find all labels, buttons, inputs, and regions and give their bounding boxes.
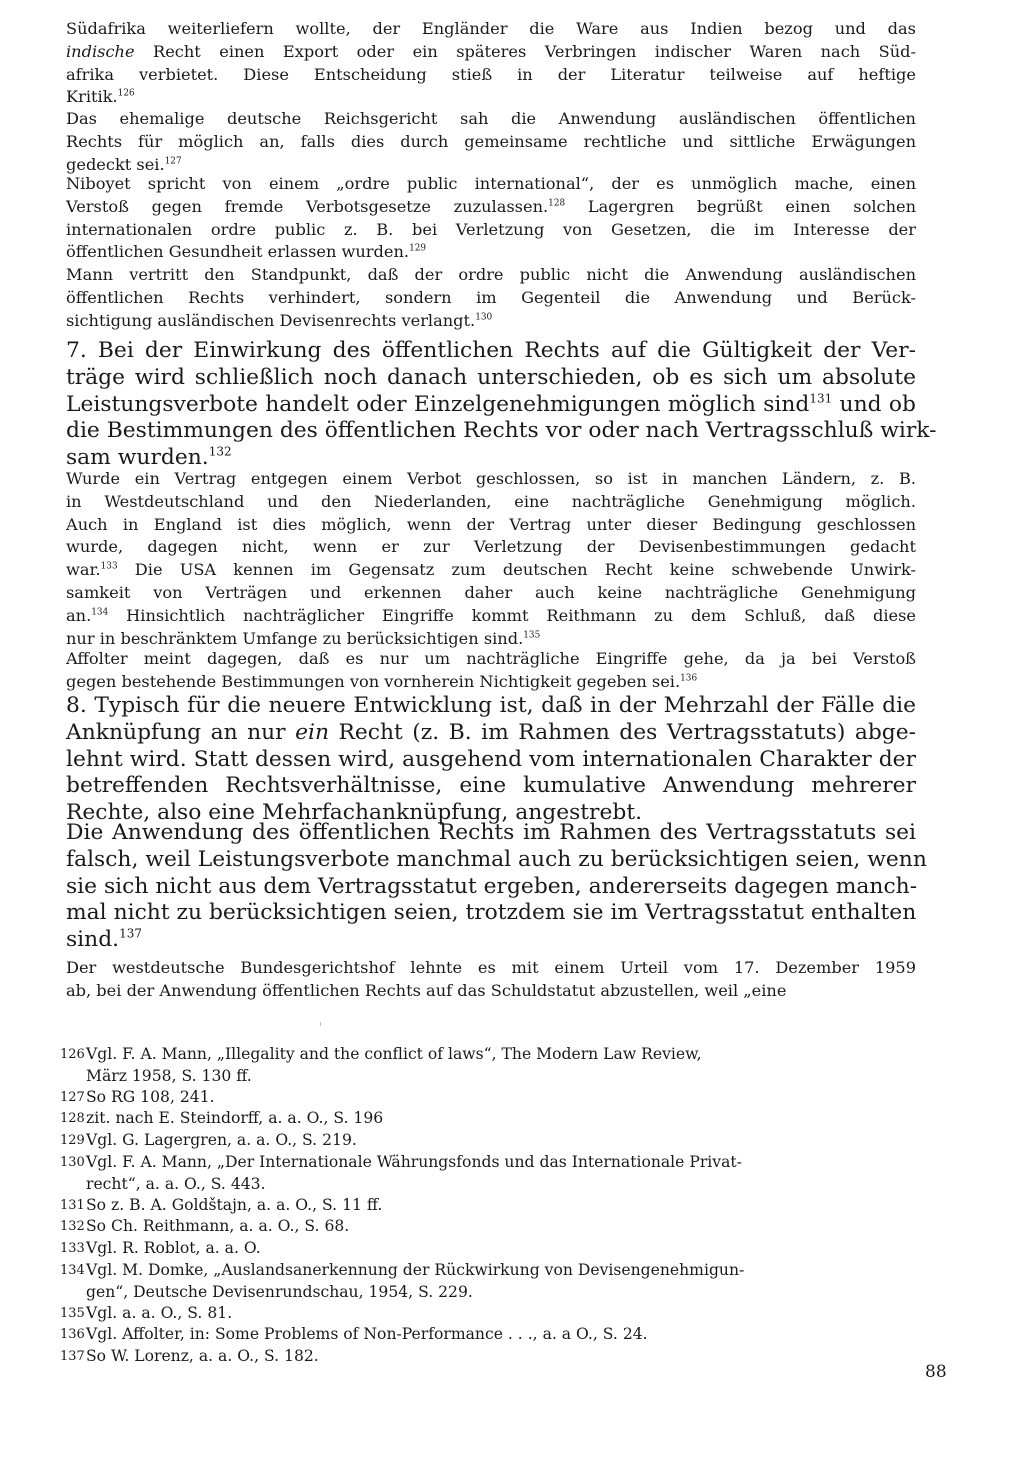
footnote-text: So RG 108, 241.	[86, 1087, 215, 1106]
text-line: Rechte, also eine Mehrfachanknüpfung, angestrebt.	[66, 800, 643, 826]
footnote-text: Vgl. G. Lagergren, a. a. O., S. 219.	[86, 1131, 357, 1150]
text-run: gegen bestehende Bestimmungen von vornherein Nichtigkeit gegeben sei.	[66, 671, 681, 691]
footnote-item	[60, 1108, 910, 1130]
text-line: Der westdeutsche Bundesgerichtshof lehnte es mit einem Urteil vom 17. Dezember 1959	[66, 958, 916, 977]
text-line	[66, 671, 916, 694]
footnote-line	[60, 1108, 910, 1130]
text-line	[66, 241, 916, 264]
text-line: Das ehemalige deutsche Reichsgericht sah die Anwendung ausländischen öffentlichen	[66, 109, 916, 128]
text-line: in Westdeutschland und den Niederlanden, eine nachträgliche Genehmigung möglich.	[66, 491, 916, 511]
emphasis: indische	[66, 41, 135, 61]
paragraph-5	[66, 338, 937, 472]
footnote-line	[60, 1238, 910, 1260]
footnote-text: Vgl. F. A. Mann, „Illegality and the conflict of laws“, The Modern Law Review,	[86, 1045, 702, 1063]
text-run: öffentlichen Gesundheit erlassen wurden.	[66, 242, 410, 262]
text-run: Kritik.	[66, 87, 118, 107]
text-line: Affolter meint dagegen, daß es nur um nachträgliche Eingriffe gehe, da ja bei Verstoß	[66, 649, 916, 668]
footnote-text: Vgl. a. a. O., S. 81.	[86, 1303, 233, 1322]
footnote-line	[60, 1303, 910, 1325]
text-run: sichtigung ausländischen Devisenrechts verlangt.	[66, 310, 476, 330]
page-number: 88	[925, 1362, 947, 1382]
text-run: an.	[66, 605, 92, 625]
text-line	[66, 310, 916, 333]
emphasis: ein	[295, 719, 330, 745]
text-run: Anknüpfung an nur	[66, 719, 296, 745]
footnote-text: zit. nach E. Steindorff, a. a. O., S. 196	[86, 1109, 384, 1128]
text-line: betreffenden Rechtsverhältnisse, eine kumulative Anwendung mehrerer	[66, 773, 916, 799]
footnote-ref: 131	[809, 391, 833, 406]
text-line: Auch in England ist dies möglich, wenn der Vertrag unter dieser Bedingung geschlossen	[66, 514, 916, 534]
footnote-text: Vgl. Affolter, in: Some Problems of Non-Performance . . ., a. a O., S. 24.	[86, 1325, 648, 1344]
text-line: ab, bei der Anwendung öffentlichen Rechts auf das Schuldstatut abzustellen, weil „eine	[66, 980, 787, 1000]
footnote-ref: 129	[409, 244, 427, 254]
text-line: falsch, weil Leistungsverbote manchmal auch zu berücksichtigen seien, wenn	[66, 846, 927, 872]
footnote-number: 128	[60, 1111, 85, 1127]
text-line: internationalen ordre public z. B. bei Verletzung von Gesetzen, die im Interesse der	[66, 219, 916, 239]
text-line: öffentlichen Rechts verhindert, sondern im Gegenteil die Anwendung und Berück-	[66, 287, 916, 307]
text-line: sie sich nicht aus dem Vertragsstatut ergeben, andererseits dagegen manch-	[66, 873, 918, 899]
footnote-text: So Ch. Reithmann, a. a. O., S. 68.	[86, 1217, 350, 1236]
text-line	[66, 392, 916, 419]
footnote-item	[60, 1303, 910, 1325]
footnote-line	[60, 1324, 910, 1346]
text-run: gedeckt sei.	[66, 154, 165, 174]
text-line	[66, 927, 916, 954]
text-line: 8. Typisch für die neuere Entwicklung ist, daß in der Mehrzahl der Fälle die	[66, 693, 916, 718]
footnote-separator-mark	[320, 1022, 321, 1026]
text-line	[66, 559, 916, 582]
footnote-number: 129	[60, 1133, 85, 1149]
text-run: und ob	[832, 391, 916, 417]
paragraph-4	[66, 264, 916, 332]
footnote-ref: 136	[680, 673, 698, 684]
footnote-item	[60, 1324, 910, 1346]
text-run: sam wurden.	[66, 445, 209, 471]
footnote-continuation: recht“, a. a. O., S. 443.	[86, 1174, 266, 1193]
footnote-number: 137	[60, 1349, 85, 1365]
footnote-number: 133	[60, 1241, 85, 1257]
footnote-ref: 135	[523, 630, 541, 641]
footnote-ref: 130	[475, 312, 493, 323]
footnote-number: 136	[60, 1327, 85, 1343]
paragraph-10	[66, 957, 916, 1003]
text-line	[66, 605, 916, 628]
paragraph-6	[66, 468, 916, 650]
footnote-number: 130	[60, 1154, 85, 1170]
paragraph-9	[66, 820, 927, 954]
footnote-line	[60, 1152, 910, 1174]
text-run: Die USA kennen im Gegensatz zum deutschen Recht keine schwebende Unwirk-	[117, 560, 916, 580]
text-line	[66, 720, 916, 747]
text-line: Rechts für möglich an, falls dies durch gemeinsame rechtliche und sittliche Erwägungen	[66, 131, 916, 151]
footnote-ref: 134	[91, 607, 109, 618]
footnote-number: 126	[60, 1047, 85, 1062]
footnote-text: Vgl. F. A. Mann, „Der Internationale Währungsfonds und das Internationale Privat-	[86, 1152, 742, 1171]
footnote-ref: 126	[117, 89, 135, 99]
text-line	[66, 196, 916, 219]
text-run: Verstoß gegen fremde Verbotsgesetze zuzulassen.	[66, 196, 549, 216]
footnote-line	[60, 1130, 910, 1152]
footnote-number: 134	[60, 1262, 85, 1278]
text-line: mal nicht zu berücksichtigen seien, trotzdem sie im Vertragsstatut enthalten	[66, 900, 917, 926]
footnote-line	[60, 1087, 910, 1109]
text-line	[66, 86, 916, 109]
text-line: samkeit von Verträgen und erkennen daher auch keine nachträgliche Genehmigung	[66, 582, 916, 602]
footnote-item	[60, 1087, 910, 1109]
footnote-number: 132	[60, 1219, 85, 1235]
text-line: wurde, dagegen nicht, wenn er zur Verletzung der Devisenbestimmungen gedacht	[66, 537, 916, 557]
footnote-number: 135	[60, 1305, 85, 1321]
text-run: sind.	[66, 927, 120, 953]
paragraph-2	[66, 108, 916, 176]
text-run: Recht einen Export oder ein späteres Verbringen indischer Waren nach Süd-	[134, 41, 916, 61]
footnote-item	[60, 1346, 910, 1368]
text-run: Recht (z. B. im Rahmen des Vertragsstatuts) abge-	[329, 719, 916, 745]
footnote-item	[60, 1130, 910, 1152]
footnote-text: So z. B. A. Goldštajn, a. a. O., S. 11 ff.	[86, 1195, 383, 1214]
text-line	[66, 628, 916, 651]
text-line: die Bestimmungen des öffentlichen Rechts vor oder nach Vertragsschluß wirk-	[66, 418, 937, 444]
text-line: träge wird schließlich noch danach unterschieden, ob es sich um absolute	[66, 364, 916, 390]
footnote-continuation: gen“, Deutsche Devisenrundschau, 1954, S. 229.	[86, 1282, 473, 1301]
text-run: nur in beschränktem Umfange zu berücksichtigen sind.	[66, 628, 524, 648]
footnote-number: 131	[60, 1197, 85, 1213]
footnote-item	[60, 1044, 910, 1087]
text-run: Leistungsverbote handelt oder Einzelgenehmigungen möglich sind	[66, 391, 810, 417]
footnote-text: Vgl. R. Roblot, a. a. O.	[86, 1239, 261, 1258]
paragraph-1	[66, 18, 916, 109]
footnote-ref: 137	[119, 926, 142, 941]
text-line: Die Anwendung des öffentlichen Rechts im Rahmen des Vertragsstatuts sei	[66, 820, 916, 845]
footnote-text: Vgl. M. Domke, „Auslandsanerkennung der Rückwirkung von Devisengenehmigun-	[86, 1260, 745, 1279]
text-line: Mann vertritt den Standpunkt, daß der ordre public nicht die Anwendung ausländischen	[66, 265, 916, 284]
footnote-ref: 132	[208, 444, 232, 459]
paragraph-8	[66, 693, 916, 827]
footnote-item	[60, 1238, 910, 1260]
footnote-item	[60, 1195, 910, 1217]
footnote-number: 127	[60, 1089, 85, 1105]
footnote-line	[60, 1346, 910, 1368]
text-line: lehnt wird. Statt dessen wird, ausgehend vom internationalen Charakter der	[66, 746, 916, 772]
text-line: Südafrika weiterliefern wollte, der Engländer die Ware aus Indien bezog und das	[66, 19, 916, 38]
footnote-line	[60, 1260, 910, 1282]
paragraph-3	[66, 173, 916, 264]
text-line: afrika verbietet. Diese Entscheidung stieß in der Literatur teilweise auf heftige	[66, 64, 916, 84]
footnote-item	[60, 1152, 910, 1195]
footnotes	[60, 1044, 910, 1368]
footnote-item	[60, 1260, 910, 1303]
footnote-ref: 128	[548, 198, 566, 209]
footnote-line	[60, 1195, 910, 1217]
text-run: Lagergren begrüßt einen solchen	[565, 196, 916, 216]
text-line	[66, 41, 916, 64]
footnote-ref: 127	[164, 156, 182, 167]
footnote-item	[60, 1216, 910, 1238]
text-line: Niboyet spricht von einem „ordre public international“, der es unmöglich mache, einen	[66, 174, 916, 193]
footnote-line	[60, 1044, 910, 1066]
text-line: Wurde ein Vertrag entgegen einem Verbot geschlossen, so ist in manchen Ländern, z. B.	[66, 469, 916, 488]
text-run: war.	[66, 560, 101, 580]
paragraph-7	[66, 648, 916, 694]
footnote-line	[60, 1216, 910, 1238]
text-run: Hinsichtlich nachträglicher Eingriffe kommt Reithmann zu dem Schluß, daß diese	[108, 605, 916, 625]
footnote-ref: 133	[100, 561, 118, 572]
footnote-text: So W. Lorenz, a. a. O., S. 182.	[86, 1347, 319, 1366]
footnote-continuation: März 1958, S. 130 ff.	[86, 1066, 252, 1085]
text-line: 7. Bei der Einwirkung des öffentlichen Rechts auf die Gültigkeit der Ver-	[66, 338, 916, 363]
